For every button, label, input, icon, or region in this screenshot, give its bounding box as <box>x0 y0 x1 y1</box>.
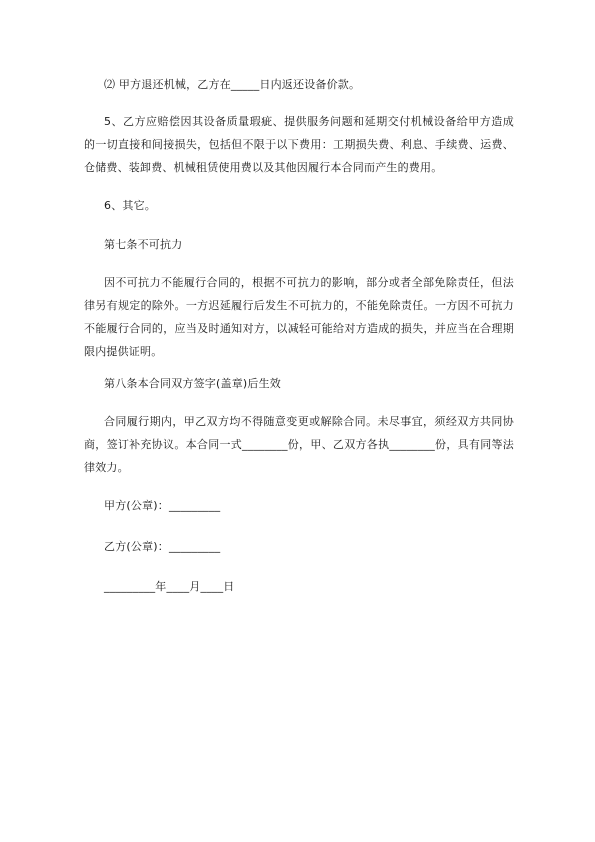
clause-5-compensation: 5、乙方应赔偿因其设备质量瑕疵、提供服务问题和延期交付机械设备给甲方造成的一切直接和间接损失，包括但不限于以下费用：工期损失费、利息、手续费、运费、仓储费、装卸费、机械租赁使用费以及其他因履行本合同而产生的费用。 <box>84 115 514 174</box>
signing-date: _________年____月____日 <box>104 580 235 593</box>
article-8-body: 合同履行期内，甲乙双方均不得随意变更或解除合同。未尽事宜，须经双方共同协商，签订补充协议。本合同一式________份，甲、乙双方各执________份，具有同等法律效力。 <box>84 415 514 474</box>
party-b-signature: 乙方(公章)：_________ <box>104 540 221 553</box>
clause-6-other: 6、其它。 <box>104 199 156 212</box>
article-7-body: 因不可抗力不能履行合同的，根据不可抗力的影响，部分或者全部免除责任，但法律另有规定的除外。一方迟延履行后发生不可抗力的，不能免除责任。一方因不可抗力不能履行合同的，应当及时通知对方，以减轻可能给对方造成的损失，并应当在合理期限内提供证明。 <box>84 276 514 358</box>
article-8-title: 第八条本合同双方签字(盖章)后生效 <box>104 377 281 390</box>
refund-clause: ⑵ 甲方退还机械，乙方在_____日内返还设备价款。 <box>104 78 361 91</box>
article-7-title: 第七条不可抗力 <box>104 238 183 251</box>
party-a-signature: 甲方(公章)：_________ <box>104 499 221 512</box>
